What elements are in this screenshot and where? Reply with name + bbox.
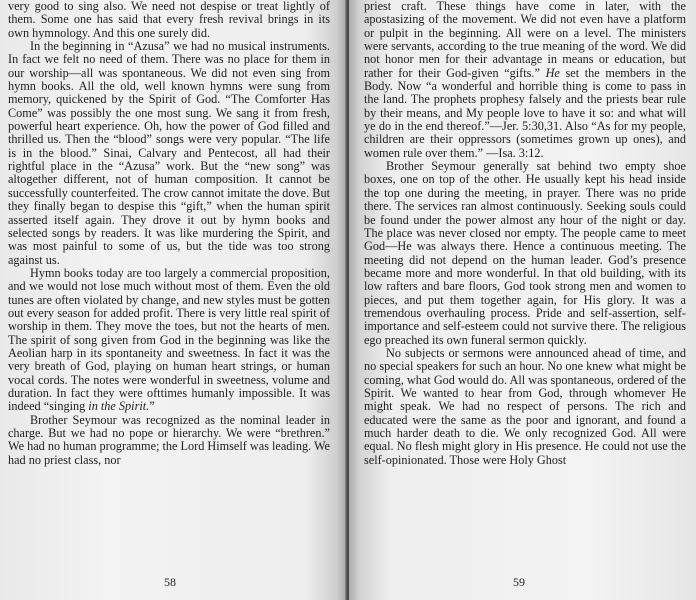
left-paragraph-1: very good to sing also. We need not despise or treat lightly of them. Some one has said that every fresh revival brings in its own hymnology. And this one surely did. xyxy=(8,0,330,40)
left-page-text xyxy=(8,0,330,467)
right-paragraph-1-a: priest craft. These things have come in later, with the apostasizing of the movement. We did not even have a platform or pulpit in the beginning. All were on a level. The ministers were servants, according to the true meaning of the word. We did not honor men for their advantage in means or education, but rather for their God-given “gifts.” xyxy=(364,0,686,80)
left-paragraph-3-text: Hymn books today are too largely a commercial proposition, and we would not lose much without most of them. Even the old tunes are often violated by change, and new styles must be gotten out every season for added profit. There is very little real spirit of worship in them. They move the toes, but not the hearts of men. The spirit of song given from God in the beginning was like the Aeolian harp in its spontaneity and sweetness. In fact it was the very breath of God, playing on human heart strings, or human vocal cords. The notes were wonderful in sweetness, volume and duration. In fact they were ofttimes humanly impossible. It was indeed “singing xyxy=(8,265,330,414)
left-paragraph-3-italic: in the Spirit. xyxy=(88,399,150,414)
left-paragraph-3 xyxy=(8,267,330,414)
right-paragraph-2: Brother Seymour generally sat behind two empty shoe boxes, one on top of the other. He usually kept his head inside the top one during the meeting, in prayer. There was no pride there. The services ran almost continuously. Seeking souls could be found under the power almost any hour of the night or day. The place was never closed nor empty. The people came to meet God—He was always there. Hence a continuous meeting. The meeting did not depend on the human leader. God’s presence became more and more wonderful. In that old building, with its low rafters and bare floors, God took strong men and women to pieces, and put them together again, for His glory. It was a tremendous overhauling process. Pride and self-assertion, self-importance and self-esteem could not survive there. The religious ego preached its own funeral sermon quickly. xyxy=(364,159,686,347)
left-page-number: 58 xyxy=(164,575,176,589)
right-page-text xyxy=(364,0,686,467)
right-page-number: 59 xyxy=(513,575,525,589)
right-paragraph-1-b: set the members in the Body. Now “a wonderful and horrible thing is come to pass in the land. The prophets prophesy falsely and the priests bear rule by their means, and My people love to have it so: and what will ye do in the end thereof.”—Jer. 5:30,31. Also “As for my people, children are their oppressors (sometimes grown up ones), and women rule over them.” —Isa. 3:12. xyxy=(364,65,686,160)
right-paragraph-1 xyxy=(364,0,686,160)
right-paragraph-1-italic: He xyxy=(545,65,560,80)
right-paragraph-3: No subjects or sermons were announced ahead of time, and no special speakers for such an hour. No one knew what might be coming, what God would do. All was spontaneous, ordered of the Spirit. We wanted to hear from God, through whomever He might speak. We had no respect of persons. The rich and educated were the same as the poor and ignorant, and found a much harder death to die. We only recognized God. All were equal. No flesh might glory in His presence. He could not use the self-opinionated. Those were Holy Ghost xyxy=(364,345,686,467)
left-paragraph-3-close: ” xyxy=(149,399,155,414)
right-page xyxy=(349,0,696,600)
left-paragraph-2: In the beginning in “Azusa” we had no musical instruments. In fact we felt no need of them. There was no place for them in our worship—all was spontaneous. We did not even sing from hymn books. All the old, well known hymns were sung from memory, quickened by the Spirit of God. “The Comforter Has Come” was possibly the one most sung. We sang it from fresh, powerful heart experience. Oh, how the power of God filled and thrilled us. Then the “blood” songs were very popular. “The life is in the blood.” Sinai, Calvary and Pentecost, all had their rightful place in the “Azusa” work. But the “new song” was altogether different, not of human composition. It cannot be successfully counterfeited. The crow cannot imitate the dove. But they finally began to despise this “gift,” when the human spirit asserted itself again. They drove it out by hymn books and selected songs by readers. It was like murdering the Spirit, and was most painful to some of us, but the tide was too strong against us. xyxy=(8,39,330,267)
left-page xyxy=(0,0,347,600)
left-paragraph-4: Brother Seymour was recognized as the nominal leader in charge. But we had no pope or hierarchy. We were “brethren.” We had no human programme; the Lord Himself was leading. We had no priest class, nor xyxy=(8,412,330,467)
